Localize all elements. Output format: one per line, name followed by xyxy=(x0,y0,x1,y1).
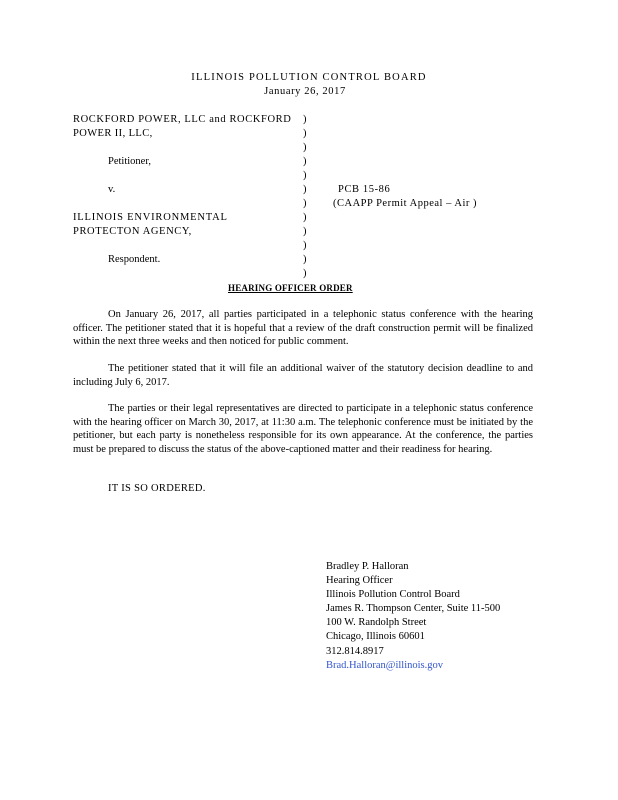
caption-paren: ) xyxy=(303,268,307,279)
signer-phone: 312.814.8917 xyxy=(326,645,384,657)
signer-city: Chicago, Illinois 60601 xyxy=(326,631,425,643)
caption-paren: ) xyxy=(303,184,307,195)
case-type: (CAAPP Permit Appeal – Air ) xyxy=(333,198,477,209)
signer-address-line1: James R. Thompson Center, Suite 11-500 xyxy=(326,603,501,615)
respondent-role: Respondent. xyxy=(108,254,161,265)
petitioner-name-line1: ROCKFORD POWER, LLC and ROCKFORD xyxy=(73,114,292,125)
versus-label: v. xyxy=(108,184,116,195)
document-date: January 26, 2017 xyxy=(264,86,346,97)
petitioner-role: Petitioner, xyxy=(108,156,152,167)
body-paragraph-2: The petitioner stated that it will file an additional waiver of the statutory decision deadline to and including July 6, 2017. xyxy=(73,363,533,388)
body-paragraph-1: On January 26, 2017, all parties participated in a telephonic status conference with the hearing officer. The petitioner stated that it is hopeful that a review of the draft construction permit will be finalized within the next three weeks and then noticed for public comment. xyxy=(73,309,533,348)
agency-title: ILLINOIS POLLUTION CONTROL BOARD xyxy=(191,72,427,83)
caption-paren: ) xyxy=(303,114,307,125)
caption-paren: ) xyxy=(303,170,307,181)
signer-organization: Illinois Pollution Control Board xyxy=(326,589,460,601)
respondent-name-line1: ILLINOIS ENVIRONMENTAL xyxy=(73,212,228,223)
body-paragraph-3: The parties or their legal representatives are directed to participate in a telephonic status conference with the hearing officer on March 30, 2017, at 11:30 a.m. The telephonic conference must be initiated by the petitioner, but each party is nonetheless responsible for its own appearance. At the conference, the parties must be prepared to discuss the status of the above-captioned matter and their readiness for hearing. xyxy=(73,403,533,455)
signer-email-link[interactable]: Brad.Halloran@illinois.gov xyxy=(326,659,443,671)
signer-address-line2: 100 W. Randolph Street xyxy=(326,617,427,629)
caption-parentheses xyxy=(303,113,307,281)
caption-paren: ) xyxy=(303,156,307,167)
caption-paren: ) xyxy=(303,254,307,265)
signature-block xyxy=(326,560,500,673)
caption-paren: ) xyxy=(303,142,307,153)
case-number: PCB 15-86 xyxy=(338,184,391,195)
signer-title: Hearing Officer xyxy=(326,575,393,587)
signer-name: Bradley P. Halloran xyxy=(326,561,409,572)
petitioner-name-line2: POWER II, LLC, xyxy=(73,128,153,139)
respondent-name-line2: PROTECTON AGENCY, xyxy=(73,226,192,237)
caption-paren: ) xyxy=(303,198,307,209)
caption-paren: ) xyxy=(303,226,307,237)
caption-paren: ) xyxy=(303,128,307,139)
order-title: HEARING OFFICER ORDER xyxy=(228,283,353,293)
caption-paren: ) xyxy=(303,212,307,223)
closing-statement: IT IS SO ORDERED. xyxy=(108,483,206,494)
caption-paren: ) xyxy=(303,240,307,251)
